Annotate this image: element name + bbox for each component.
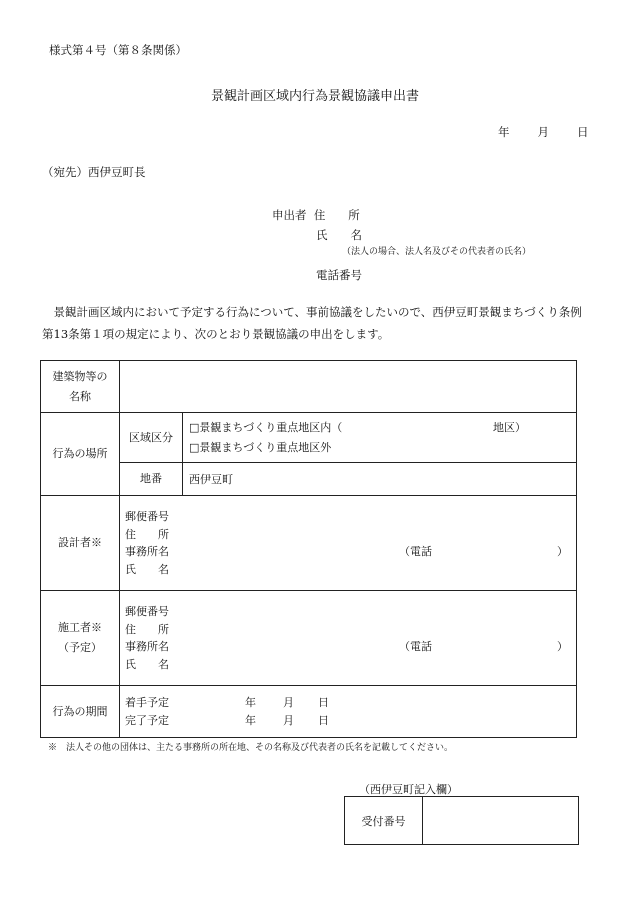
builder-postal: 郵便番号 bbox=[125, 605, 169, 618]
application-table bbox=[40, 360, 577, 738]
designer-tel-open: （電話 bbox=[399, 545, 432, 558]
builder-tel-close: ） bbox=[557, 640, 568, 653]
builder-label-cell bbox=[41, 591, 120, 686]
zone-district-suffix: 地区） bbox=[493, 420, 526, 434]
builder-tel-open: （電話 bbox=[399, 640, 432, 653]
document-title: 景観計画区域内行為景観協議申出書 bbox=[210, 89, 419, 104]
footnote: ※ 法人その他の団体は、主たる事務所の所在地、その名称及び代表者の氏名を記載してください。 bbox=[48, 743, 454, 753]
builder-address: 住 所 bbox=[125, 622, 169, 636]
date-month: 月 bbox=[537, 125, 549, 139]
designer-address: 住 所 bbox=[125, 527, 169, 541]
period-end-month: 月 bbox=[283, 713, 294, 727]
location-label: 行為の場所 bbox=[41, 413, 120, 496]
date-line bbox=[498, 124, 589, 140]
date-day: 日 bbox=[577, 125, 589, 139]
receipt-number-label: 受付番号 bbox=[345, 797, 423, 845]
builder-office: 事務所名 bbox=[125, 640, 169, 653]
designer-office: 事務所名 bbox=[125, 545, 169, 558]
office-use-table bbox=[344, 796, 579, 845]
applicant-phone-label: 電話番号 bbox=[316, 268, 362, 282]
designer-fields[interactable] bbox=[120, 496, 577, 591]
period-end-year: 年 bbox=[245, 713, 256, 727]
builder-sub-label: （予定） bbox=[58, 641, 102, 654]
period-end-day: 日 bbox=[318, 713, 329, 727]
designer-label: 設計者※ bbox=[41, 496, 120, 591]
lot-value[interactable]: 西伊豆町 bbox=[183, 463, 577, 496]
addressee: （宛先）西伊豆町長 bbox=[42, 165, 146, 179]
builder-fields[interactable] bbox=[120, 591, 577, 686]
designer-tel-close: ） bbox=[557, 545, 568, 558]
applicant-block bbox=[272, 205, 531, 285]
building-name-field[interactable] bbox=[120, 361, 577, 413]
designer-postal: 郵便番号 bbox=[125, 510, 169, 523]
applicant-label: 申出者 bbox=[272, 208, 307, 222]
zone-option-inside[interactable]: □景観まちづくり重点地区内（ bbox=[189, 420, 343, 434]
period-start-label: 着手予定 bbox=[125, 696, 169, 709]
applicant-address-label: 住 所 bbox=[313, 208, 360, 222]
date-year: 年 bbox=[498, 125, 510, 139]
office-use-label: （西伊豆町記入欄） bbox=[359, 783, 458, 796]
building-label: 建築物等の 名称 bbox=[41, 361, 120, 413]
form-number: 様式第４号（第８条関係） bbox=[49, 43, 187, 57]
applicant-note: （法人の場合、法人名及びその代表者の氏名） bbox=[342, 247, 532, 257]
builder-label: 施工者※ bbox=[58, 621, 102, 634]
zone-options bbox=[183, 413, 577, 463]
body-text: 景観計画区域内において予定する行為について、事前協議をしたいので、西伊豆町景観まちづくり条例第13条第１項の規定により、次のとおり景観協議の申出をします。 bbox=[42, 305, 582, 341]
zone-option-outside[interactable]: □景観まちづくり重点地区外 bbox=[189, 440, 332, 454]
zone-label: 区域区分 bbox=[120, 413, 183, 463]
period-fields[interactable] bbox=[120, 686, 577, 738]
period-start-month: 月 bbox=[283, 696, 294, 709]
builder-name: 氏 名 bbox=[125, 657, 169, 671]
period-label: 行為の期間 bbox=[41, 686, 120, 738]
designer-name: 氏 名 bbox=[125, 562, 169, 576]
applicant-name-label: 氏 名 bbox=[316, 228, 362, 242]
period-start-day: 日 bbox=[318, 696, 329, 709]
lot-label: 地番 bbox=[120, 463, 183, 496]
period-end-label: 完了予定 bbox=[125, 713, 169, 727]
period-start-year: 年 bbox=[245, 696, 256, 709]
receipt-number-field[interactable] bbox=[423, 797, 579, 845]
